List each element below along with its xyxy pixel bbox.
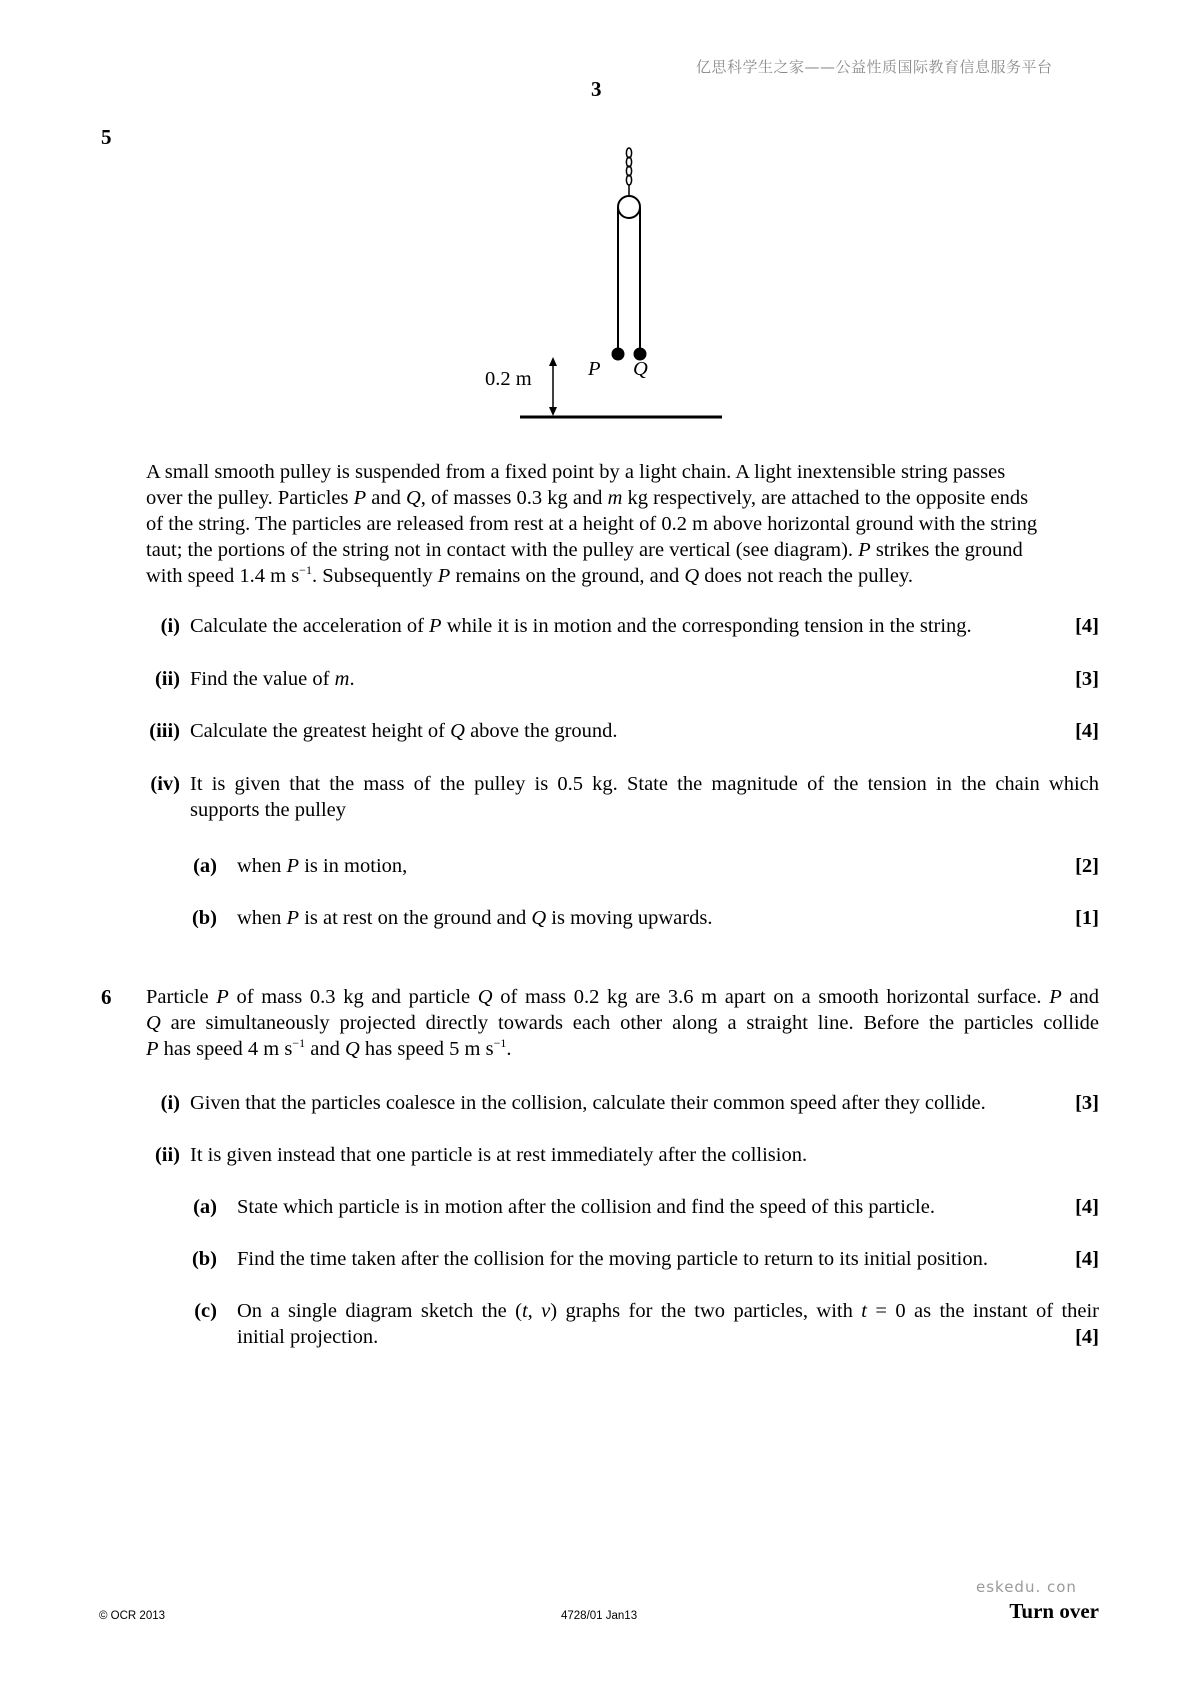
marks: [4] xyxy=(1075,615,1099,637)
part-label: (i) xyxy=(160,1092,180,1114)
part-text: Calculate the acceleration of P while it is in motion and the corresponding tension in the string. xyxy=(190,615,972,637)
stem-line: taut; the portions of the string not in contact with the pulley are vertical (see diagram). P strikes the ground xyxy=(146,539,1023,561)
part-text: It is given instead that one particle is at rest immediately after the collision. xyxy=(190,1144,808,1166)
watermark-text: 亿思科学生之家——公益性质国际教育信息服务平台 xyxy=(696,58,1053,76)
question-6-stem xyxy=(146,984,1099,1062)
marks: [4] xyxy=(1075,1326,1099,1348)
question-6-number: 6 xyxy=(101,985,112,1009)
stem-line: with speed 1.4 m $s^{-1}$. Subsequently P remains on the ground, and Q does not reach the pulley. xyxy=(146,563,913,587)
turn-over: Turn over xyxy=(1009,1599,1099,1623)
part-text: Calculate the greatest height of Q above the ground. xyxy=(190,720,618,742)
part-label: (a) xyxy=(193,1196,217,1218)
stem-line: Q are simultaneously projected directly towards each other along a straight line. Before the particles collide xyxy=(146,1012,1099,1034)
question-6-part-i xyxy=(0,1090,1099,1116)
part-text: State which particle is in motion after the collision and find the speed of this particle. xyxy=(237,1196,935,1218)
label-p: P xyxy=(588,358,601,380)
question-6-part-ii-a xyxy=(0,1194,1099,1220)
paper-code: 4728/01 Jan13 xyxy=(561,1610,638,1622)
copyright: © OCR 2013 xyxy=(99,1610,166,1622)
part-text: when P is at rest on the ground and Q is moving upwards. xyxy=(237,907,713,929)
part-label: (c) xyxy=(194,1300,217,1322)
marks: [1] xyxy=(1075,907,1099,929)
marks: [4] xyxy=(1075,720,1099,742)
height-label: 0.2 m xyxy=(485,368,532,390)
question-5-part-iv xyxy=(0,771,1099,823)
part-text: Given that the particles coalesce in the collision, calculate their common speed after they collide. xyxy=(190,1092,986,1114)
question-5-stem xyxy=(146,459,1099,589)
question-5-part-iv-a xyxy=(0,853,1099,879)
pulley xyxy=(618,196,640,218)
stem-line: Particle P of mass 0.3 kg and particle Q of mass 0.2 kg are 3.6 m apart on a smooth horizontal surface. P and xyxy=(146,986,1099,1008)
label-q: Q xyxy=(633,358,648,380)
stem-line: P has speed 4 m $s^{-1}$ and Q has speed 5 m $s^{-1}$. xyxy=(146,1036,512,1060)
stem-line: A small smooth pulley is suspended from a fixed point by a light chain. A light inextensible string passes xyxy=(146,461,1006,483)
question-5-number: 5 xyxy=(101,125,112,149)
question-6-part-ii-c xyxy=(0,1298,1099,1350)
marks: [4] xyxy=(1075,1248,1099,1270)
part-text: On a single diagram sketch the (t, v) graphs for the two particles, with t = 0 as the instant of their initial projection. xyxy=(237,1300,1100,1348)
marks: [3] xyxy=(1075,1092,1099,1114)
stem-line: of the string. The particles are released from rest at a height of 0.2 m above horizontal ground with the string xyxy=(146,513,1038,535)
pulley-diagram xyxy=(470,145,740,425)
marks: [2] xyxy=(1075,855,1099,877)
question-5-part-ii xyxy=(0,666,1099,692)
question-6-part-ii-b xyxy=(0,1246,1099,1272)
chain xyxy=(626,148,631,185)
part-label: (b) xyxy=(191,907,217,929)
question-6-part-ii xyxy=(0,1142,1099,1168)
marks: [3] xyxy=(1075,668,1099,690)
part-text: when P is in motion, xyxy=(237,855,408,877)
part-label: (ii) xyxy=(154,1144,180,1166)
question-5-part-iv-b xyxy=(0,905,1099,931)
part-text: Find the time taken after the collision for the moving particle to return to its initial position. xyxy=(237,1248,988,1270)
part-text: Find the value of m. xyxy=(190,668,355,690)
part-label: (i) xyxy=(160,615,180,637)
part-label: (iii) xyxy=(149,720,180,742)
part-label: (b) xyxy=(191,1248,217,1270)
question-5-part-i xyxy=(0,613,1099,639)
stem-line: over the pulley. Particles P and Q, of masses 0.3 kg and m kg respectively, are attached to the opposite ends xyxy=(146,487,1029,509)
part-label: (ii) xyxy=(154,668,180,690)
particle-p xyxy=(612,348,625,361)
page-number: 3 xyxy=(591,77,602,101)
height-arrow xyxy=(549,357,557,416)
part-label: (iv) xyxy=(150,773,180,795)
marks: [4] xyxy=(1075,1196,1099,1218)
question-5-part-iii xyxy=(0,718,1099,744)
eskedu-watermark: eskedu. con xyxy=(976,1578,1077,1596)
part-label: (a) xyxy=(193,855,217,877)
part-text: It is given that the mass of the pulley is 0.5 kg. State the magnitude of the tension in the chain which supports the pulley xyxy=(190,773,1099,821)
